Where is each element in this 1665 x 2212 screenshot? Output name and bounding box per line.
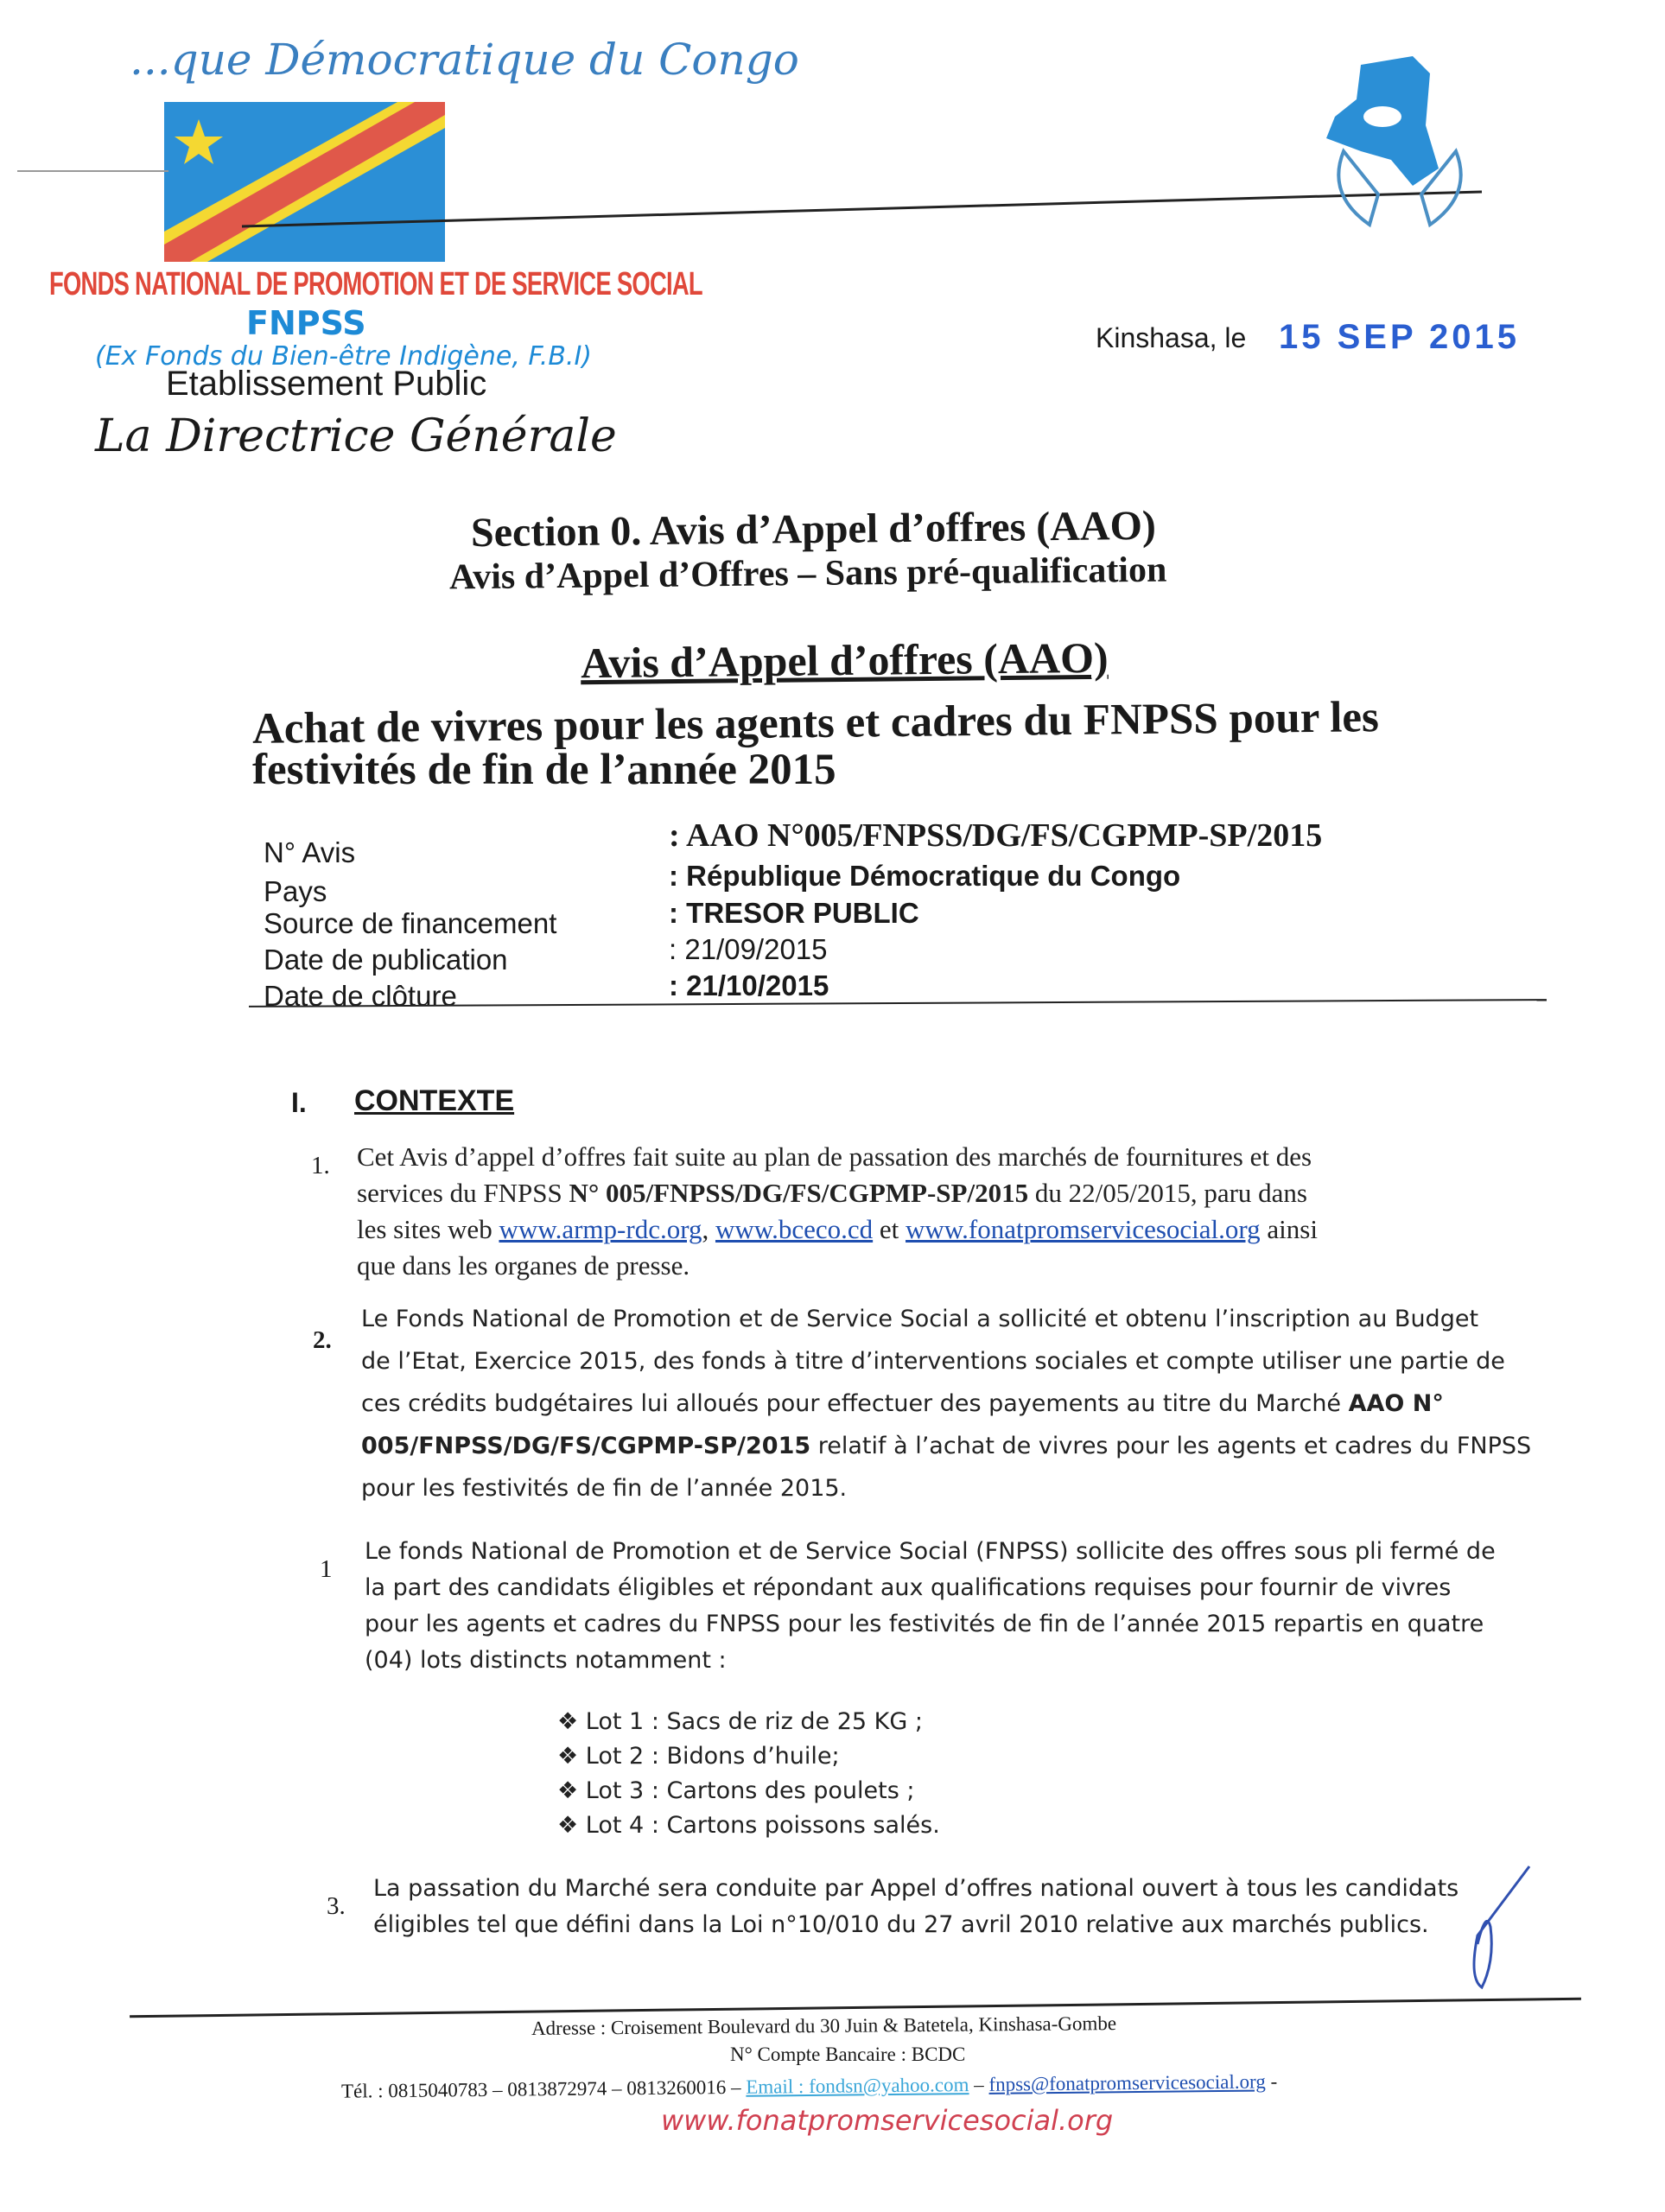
lot-text: Lot 2 : Bidons d’huile; [585, 1743, 840, 1770]
paragraph-3 [365, 1534, 1496, 1679]
detail-label: Source de financement [264, 907, 557, 939]
lot-text: Lot 1 : Sacs de riz de 25 KG ; [585, 1708, 923, 1735]
text-line: que dans les organes de presse. [357, 1250, 690, 1281]
footer-website[interactable]: www.fonatpromservicesocial.org [661, 2104, 1114, 2137]
paragraph-number: 2. [313, 1326, 332, 1354]
text: services du FNPSS [357, 1178, 569, 1208]
footer-address: Adresse : Croisement Boulevard du 30 Juin & Batetela, Kinshasa-Gombe [531, 2012, 1117, 2039]
section-subtitle: Avis d’Appel d’Offres – Sans pré-qualification [448, 550, 1167, 598]
section-number: I. [291, 1087, 307, 1118]
text: ainsi [1260, 1214, 1318, 1244]
link-fonatprom[interactable]: www.fonatpromservicesocial.org [906, 1214, 1261, 1244]
text: , [702, 1214, 715, 1244]
link-bceco[interactable]: www.bceco.cd [715, 1214, 874, 1244]
detail-value: : AAO N°005/FNPSS/DG/FS/CGPMP-SP/2015 [669, 817, 1323, 854]
text-line: La passation du Marché sera conduite par Appel d’offres national ouvert à tous les candidats [373, 1875, 1459, 1902]
market-reference: AAO N° [1348, 1390, 1444, 1417]
paragraph-4 [373, 1871, 1458, 1943]
date-stamp: 15 SEP 2015 [1279, 318, 1521, 356]
diamond-bullet-icon: ❖ [557, 1708, 586, 1735]
subject-line-2: festivités de fin de l’année 2015 [252, 746, 836, 794]
market-reference: 005/FNPSS/DG/FS/CGPMP-SP/2015 [361, 1433, 811, 1459]
footer-bank: N° Compte Bancaire : BCDC [730, 2044, 966, 2065]
section-title: CONTEXTE [354, 1084, 515, 1117]
footer-contacts [341, 2070, 1277, 2102]
establishment-status: Etablissement Public [166, 365, 487, 403]
detail-value: : TRESOR PUBLIC [669, 897, 919, 929]
detail-label: Date de clôture [264, 980, 457, 1012]
text-line [361, 1425, 1531, 1467]
text-line: (04) lots distincts notamment : [365, 1647, 727, 1674]
detail-label: N° Avis [264, 836, 356, 868]
section-heading: Section 0. Avis d’Appel d’offres (AAO) [470, 502, 1157, 556]
list-item [557, 1808, 940, 1843]
text-line [361, 1382, 1531, 1425]
lots-list [557, 1705, 940, 1843]
subject-line-1: Achat de vivres pour les agents et cadres du FNPSS pour les [251, 693, 1380, 753]
office-title: La Directrice Générale [95, 410, 617, 462]
text: du 22/05/2015, paru dans [1028, 1178, 1307, 1208]
detail-value: : 21/10/2015 [669, 969, 829, 1001]
paragraph-1 [357, 1139, 1318, 1284]
text: et [873, 1214, 906, 1244]
text-line: de l’Etat, Exercice 2015, des fonds à titre d’interventions sociales et compte utiliser une partie de [361, 1348, 1505, 1375]
paragraph-number: 1. [311, 1152, 330, 1179]
diamond-bullet-icon: ❖ [557, 1777, 586, 1804]
org-name: FONDS NATIONAL DE PROMOTION ET DE SERVICE SOCIAL [49, 266, 702, 302]
detail-value: : République Démocratique du Congo [669, 860, 1181, 892]
separator: - [1265, 2070, 1278, 2093]
list-item [557, 1774, 940, 1808]
diamond-bullet-icon: ❖ [557, 1812, 586, 1839]
lot-text: Lot 4 : Cartons poissons salés. [585, 1812, 940, 1839]
phone-numbers: Tél. : 0815040783 – 0813872974 – 0813260016 – [340, 2075, 747, 2102]
link-armp[interactable]: www.armp-rdc.org [499, 1214, 702, 1244]
plan-reference: N° 005/FNPSS/DG/FS/CGPMP-SP/2015 [569, 1178, 1029, 1208]
detail-value: : 21/09/2015 [669, 933, 828, 965]
lot-text: Lot 3 : Cartons des poulets ; [585, 1777, 915, 1804]
org-acronym: FNPSS [246, 304, 366, 342]
text-line: la part des candidats éligibles et répondant aux qualifications requises pour fournir de vivres [365, 1574, 1452, 1601]
email-link-yahoo[interactable]: Email : fondsn@yahoo.com [746, 2074, 969, 2098]
text-line: pour les agents et cadres du FNPSS pour les festivités de fin de l’année 2015 repartis en quatre [365, 1611, 1484, 1637]
place-label: Kinshasa, le [1096, 322, 1247, 353]
text-line: Le fonds National de Promotion et de Service Social (FNPSS) sollicite des offres sous pli fermé de [365, 1538, 1496, 1565]
text-line: éligibles tel que défini dans la Loi n°10/010 du 27 avril 2010 relative aux marchés publics. [373, 1911, 1429, 1938]
text: relatif à l’achat de vivres pour les agents et cadres du FNPSS [810, 1433, 1532, 1459]
list-item [557, 1705, 940, 1739]
country-script-title: ...que Démocratique du Congo [130, 35, 799, 85]
paragraph-2 [361, 1298, 1531, 1510]
text: les sites web [357, 1214, 499, 1244]
text-line: Le Fonds National de Promotion et de Service Social a sollicité et obtenu l’inscription au Budget [361, 1306, 1479, 1332]
diamond-bullet-icon: ❖ [557, 1743, 586, 1770]
list-item [557, 1739, 940, 1774]
text-line: pour les festivités de fin de l’année 2015. [361, 1475, 848, 1502]
text: ces crédits budgétaires lui alloués pour effectuer des payements au titre du Marché [361, 1390, 1349, 1417]
separator: – [969, 2073, 989, 2096]
signature-initials [1443, 1858, 1538, 1996]
detail-label: Date de publication [264, 944, 508, 976]
notice-title: Avis d’Appel d’offres (AAO) [580, 632, 1109, 688]
text-line [357, 1175, 1318, 1211]
email-link-fnpss[interactable]: fnpss@fonatpromservicesocial.org [988, 2070, 1266, 2095]
detail-label: Pays [264, 875, 327, 907]
text-line [357, 1211, 1318, 1248]
text-line: Cet Avis d’appel d’offres fait suite au plan de passation des marchés de fournitures et des [357, 1141, 1312, 1172]
former-name: (Ex Fonds du Bien-être Indigène, F.B.I) [95, 341, 593, 372]
paragraph-number: 1 [320, 1555, 333, 1583]
fnpss-logo-icon [1309, 48, 1490, 229]
paragraph-number: 3. [327, 1892, 346, 1920]
